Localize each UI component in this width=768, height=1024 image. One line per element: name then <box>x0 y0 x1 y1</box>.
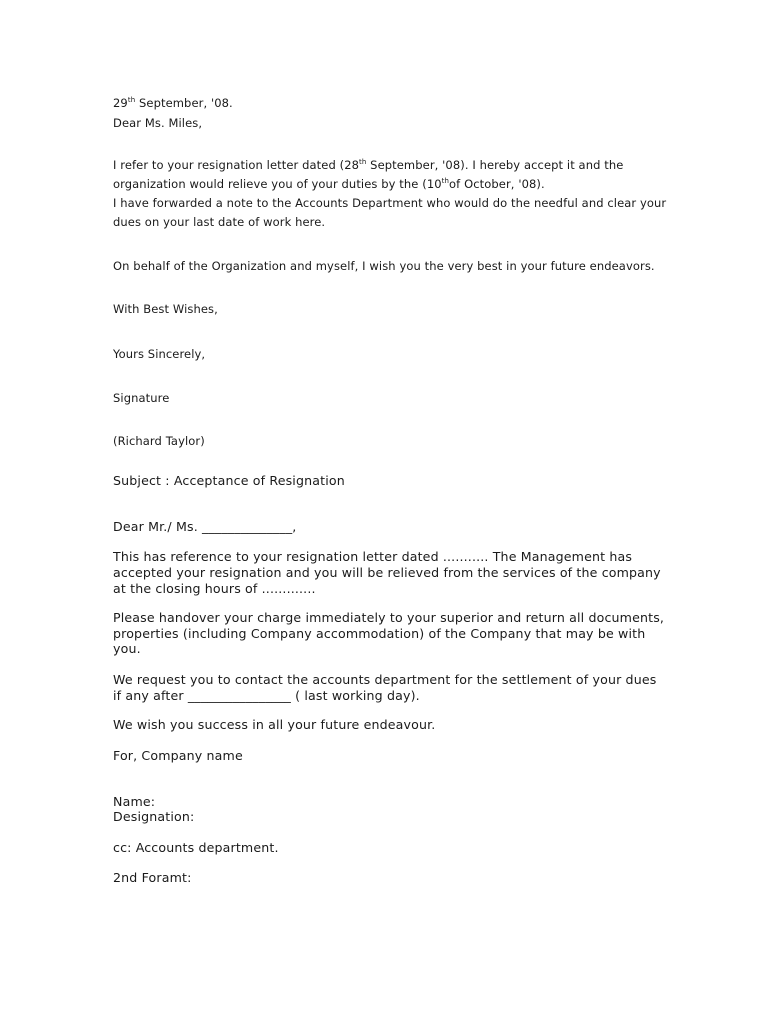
paragraph-line: I refer to your resignation letter dated (28th September, '08). I hereby accept it and the <box>113 158 624 172</box>
paragraph-line: We request you to contact the accounts department for the settlement of your dues <box>113 672 657 687</box>
paragraph-line: accepted your resignation and you will be relieved from the services of the company <box>113 565 661 580</box>
letter-salutation: Dear Mr./ Ms. ______________, <box>113 519 297 534</box>
paragraph-line: We wish you success in all your future endeavour. <box>113 717 436 732</box>
signature-label: Signature <box>113 391 170 405</box>
paragraph-line: at the closing hours of ............. <box>113 581 316 596</box>
paragraph-line: This has reference to your resignation letter dated ........... The Management has <box>113 549 633 564</box>
designation-label: Designation: <box>113 809 195 824</box>
paragraph-line: I have forwarded a note to the Accounts Department who would do the needful and clear your <box>113 196 667 210</box>
subject-line: Subject : Acceptance of Resignation <box>113 473 345 488</box>
paragraph-line: you. <box>113 641 141 656</box>
closing-line: Yours Sincerely, <box>113 347 206 361</box>
paragraph-line: Please handover your charge immediately to your superior and return all documents, <box>113 610 665 625</box>
closing-line: With Best Wishes, <box>113 302 218 316</box>
cc-line: cc: Accounts department. <box>113 840 279 855</box>
paragraph-line: properties (including Company accommodation) of the Company that may be with <box>113 626 646 641</box>
name-label: Name: <box>113 794 156 809</box>
paragraph-line: if any after ________________ ( last working day). <box>113 688 420 703</box>
company-line: For, Company name <box>113 748 243 763</box>
letter-date: 29th September, '08. <box>113 96 233 110</box>
letter-salutation: Dear Ms. Miles, <box>113 116 203 130</box>
paragraph-line: dues on your last date of work here. <box>113 215 326 229</box>
signer-name: (Richard Taylor) <box>113 434 205 448</box>
paragraph-line: On behalf of the Organization and myself, I wish you the very best in your future endeavors. <box>113 259 655 273</box>
format-label: 2nd Foramt: <box>113 870 192 885</box>
paragraph-line: organization would relieve you of your duties by the (10thof October, '08). <box>113 177 545 191</box>
